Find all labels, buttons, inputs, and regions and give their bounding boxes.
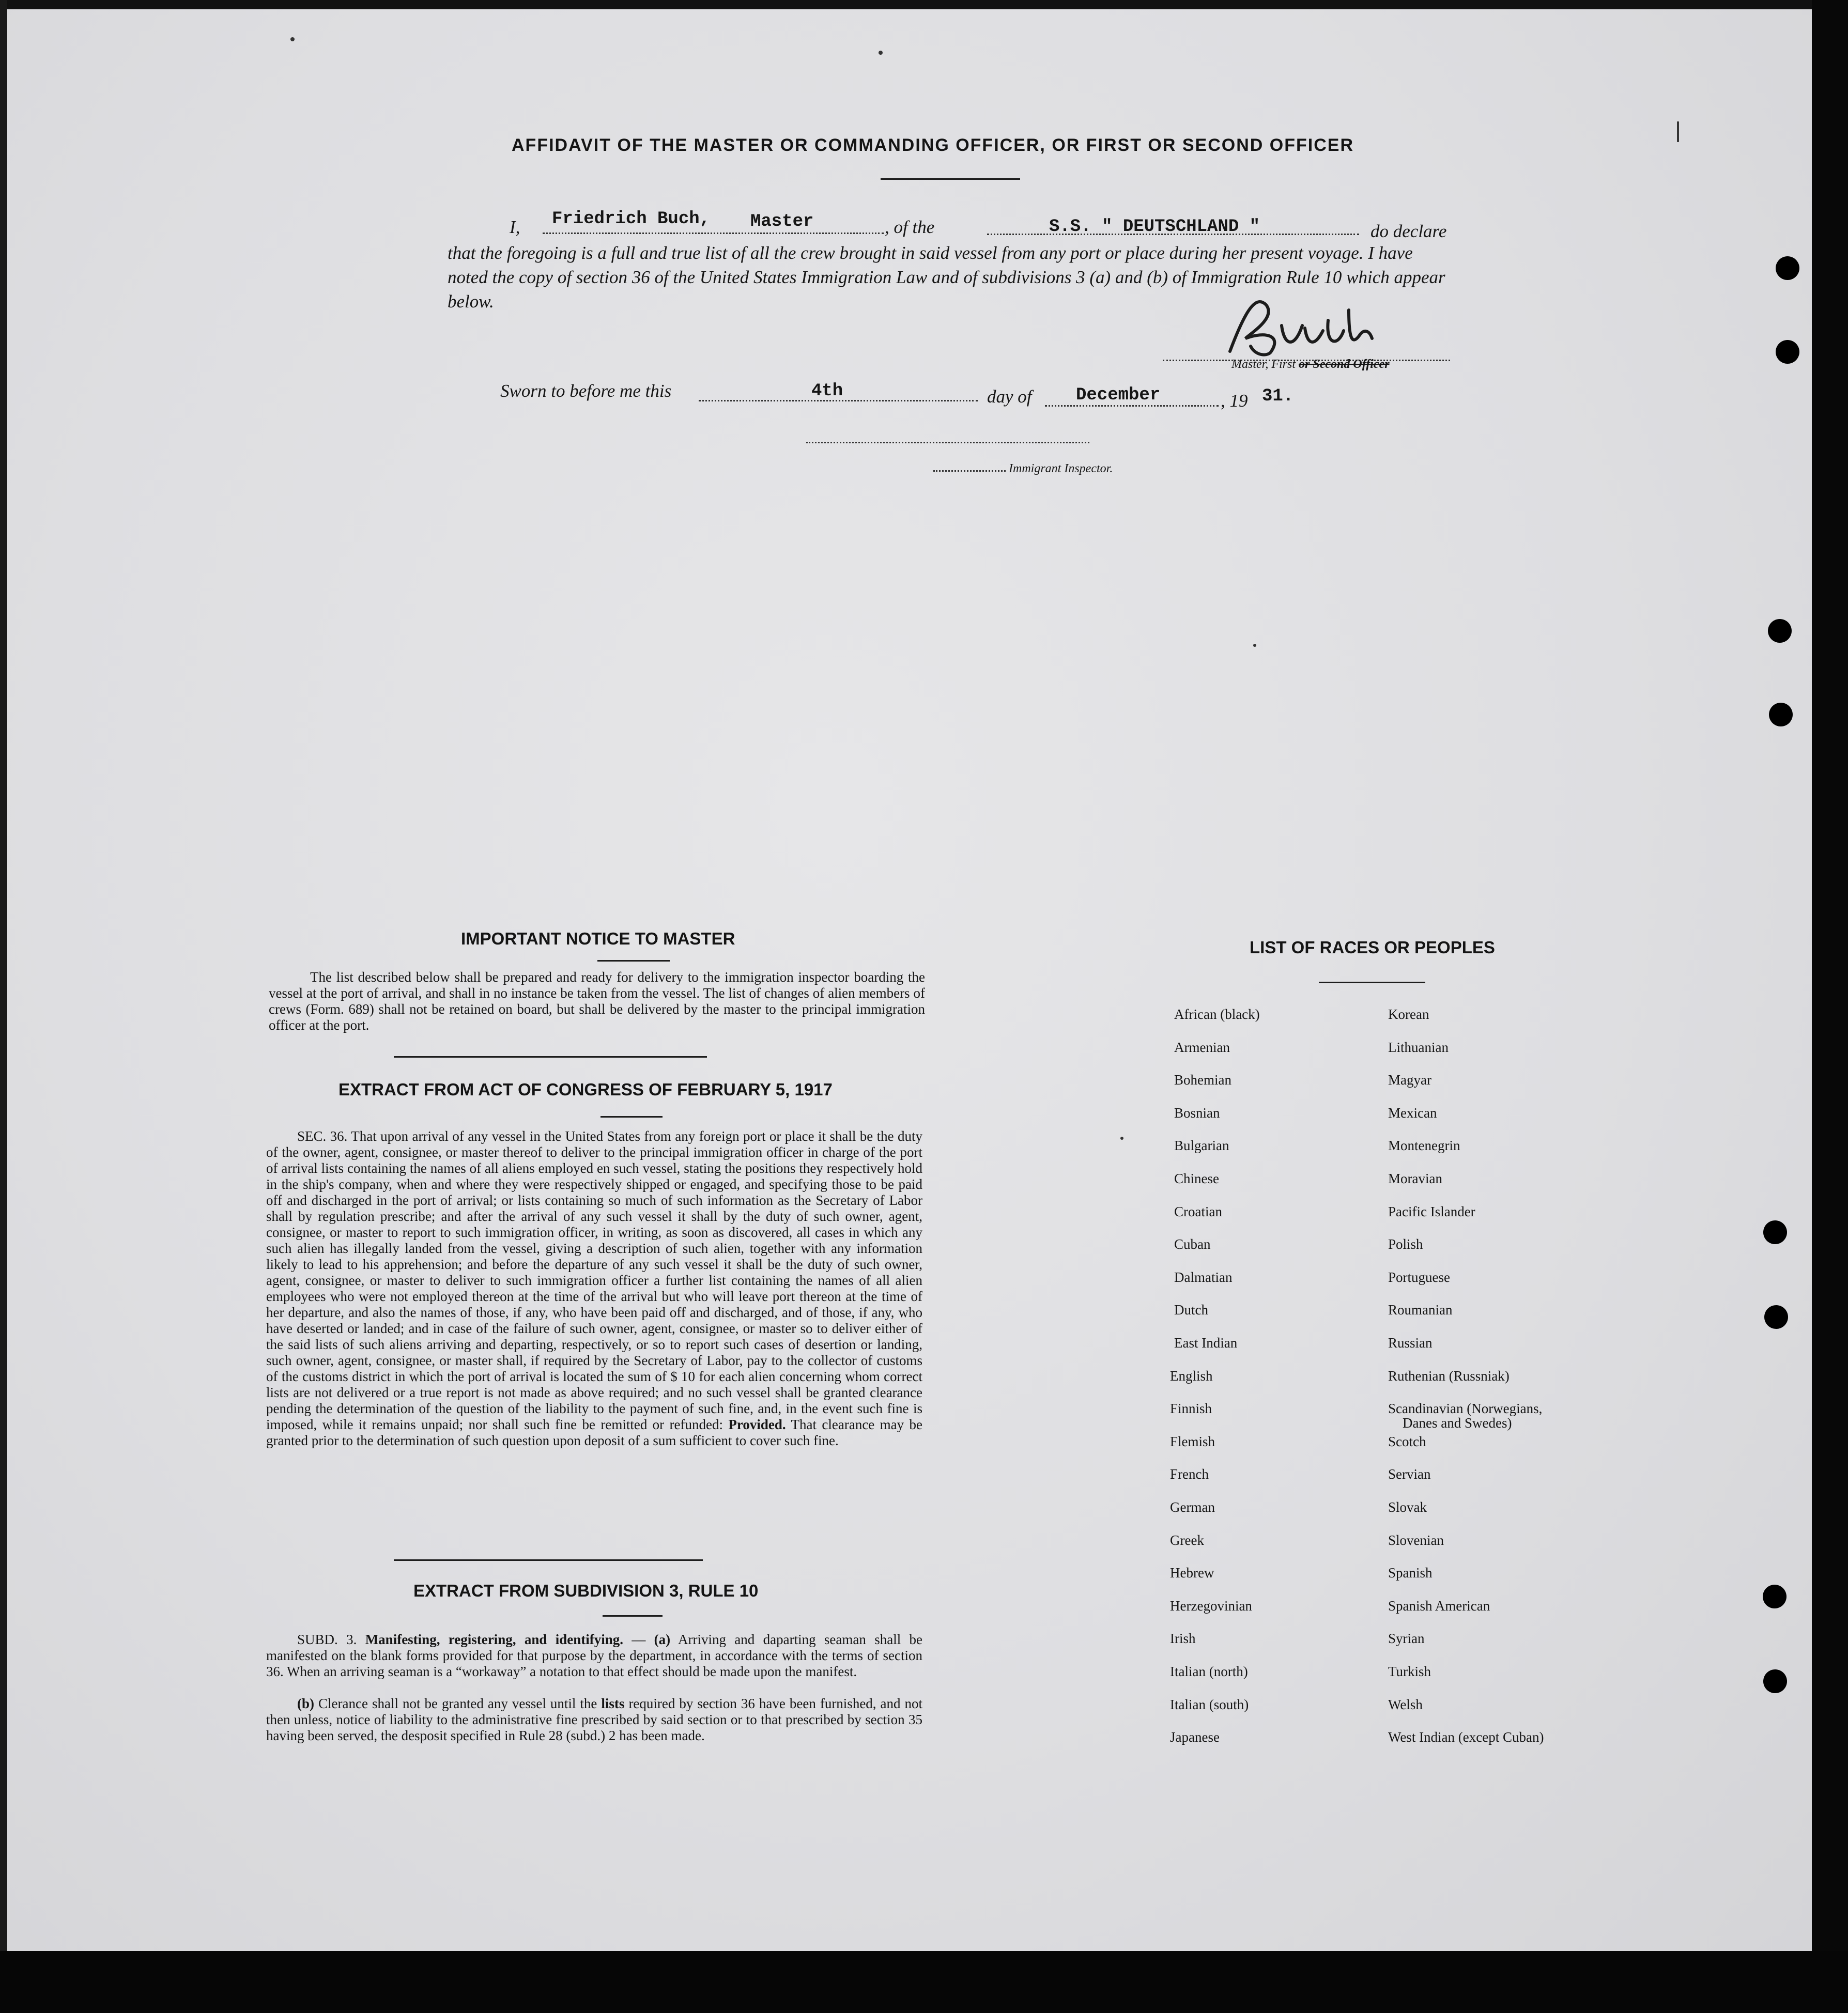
subd-dash: — [632,1632,654,1647]
race-item: West Indian (except Cuban) [1388,1729,1544,1745]
scan-speck [879,51,883,55]
race-item: English [1170,1368,1213,1384]
race-item: Pacific Islander [1388,1204,1475,1219]
act-text-body: SEC. 36. That upon arrival of any vessel in the United States from any foreign port or place it shall be the duty of the owner, agent, consignee, or master thereof to deliver to the principal immigration officer in charge of the port of arrival lists containing the names of all aliens employed en such vessel, stating the positions they respectively hold in the ship's company, when and where they were respectively shipped or engaged, and specifying those to be paid off and discharged in the port of arrival; or lists containing so much of such information as the Secretary of Labor shall by regulation prescribe; and after the arrival of any such vessel it shall by the duty of such owner, agent, consignee, or master to report to such immigration officer, in writing, as soon as discovered, all cases in which any such alien has illegally landed from the vessel, giving a description of such alien, together with any information likely to lead to his apprehension; and before the departure of any such vessel it shall be the duty of such owner, agent, consignee, or master to deliver to such immigration officer a further list containing the names of all alien employees who were not employed thereon at the time of the arrival but who will leave port thereon at the time of her departure, and also the names of those, if any, who have been paid off and discharged, and of those, if any, who have deserted or landed; and in case of the failure of such owner, agent, consignee, or master so to deliver either of the said lists of such aliens arriving and departing, respectively, or so to report such cases of desertion or landing, such owner, agent, consignee, or master shall, if required by the Secretary of Labor, pay to the collector of customs of the customs district in which the port of arrival is located the sum of $ 10 for each alien concerning whom correct lists are not delivered or a true report is not made as above required; and no such vessel shall be granted clearance pending the determination of the question of the liability to the payment of such fine, and, in the event such fine is imposed, while it remains unpaid; nor shall such fine be remitted or refunded: [266,1128,922,1432]
inspector-label: Immigrant Inspector. [1009,462,1113,475]
race-item: Russian [1388,1335,1433,1351]
notice-rule [597,960,670,962]
race-item: Hebrew [1170,1565,1214,1581]
race-item: Moravian [1388,1171,1442,1186]
race-item: Spanish American [1388,1598,1490,1614]
race-item: Bohemian [1174,1072,1231,1088]
race-item: Ruthenian (Russniak) [1388,1368,1510,1384]
declaration-text: that the foregoing is a full and true list of all the crew brought in said vessel from any port or place during her present voyage. I have noted the copy of section 36 of the United States Immigration Law and of subdivisions 3 (a) and (b) of Immigration Rule 10 which appear below. [448,243,1445,312]
act-text [266,1128,922,1449]
affidavit-title: AFFIDAVIT OF THE MASTER OR COMMANDING OFFICER, OR FIRST OR SECOND OFFICER [512,135,1354,155]
race-item: Servian [1388,1466,1431,1482]
rank-value: Master [750,212,814,231]
race-item: Japanese [1170,1729,1220,1745]
race-item: Irish [1170,1631,1196,1646]
vessel-name-value: S.S. " DEUTSCHLAND " [1049,217,1260,237]
subd-b-text-2: required by section 36 have been furnished, and not then unless, notice of liability to the administrative fine prescribed by said section or to that prescribed by section 35 having been served, the desposit specified in Rule 28 (subd.) 2 has been made. [266,1696,923,1743]
title-rule [881,178,1020,180]
scan-bottom-edge [0,1951,1848,2013]
race-item: Dalmatian [1174,1269,1233,1285]
race-item: East Indian [1174,1335,1238,1351]
race-item: Italian (south) [1170,1697,1249,1712]
race-item: Magyar [1388,1072,1431,1088]
races-heading: LIST OF RACES OR PEOPLES [1250,938,1495,957]
race-item: Mexican [1388,1105,1437,1121]
inspector-name-line [933,470,1006,472]
race-item: German [1170,1499,1215,1515]
of-the-label: , of the [885,217,935,237]
scan-left-edge [0,0,7,2013]
notice-text: The list described below shall be prepared and ready for delivery to the immigration inspector boarding the vessel at the port of arrival, and shall in no instance be taken from the vessel. The list of changes of alien members of crews (Form. 689) shall not be retained on board, but shall be delivered by the master to the principal immigration officer at the port. [269,969,925,1033]
year-prefix: , 19 [1221,391,1248,411]
act-proviso-text: That clearance may be granted prior to the determination of such question upon deposit of a sum sufficient to cover such fine. [266,1417,923,1448]
section-divider [394,1559,703,1561]
scan-speck [1677,121,1679,142]
punch-hole [1763,1220,1787,1244]
rule-heading: EXTRACT FROM SUBDIVISION 3, RULE 10 [413,1581,759,1600]
year-value: 31. [1262,386,1294,406]
signer-caption-start: Master, First [1231,358,1296,371]
race-item: African (black) [1174,1007,1260,1022]
race-item: Turkish [1388,1664,1431,1679]
races-rule [1319,982,1425,983]
race-item: Polish [1388,1236,1423,1252]
section-divider [394,1056,707,1058]
race-item: Slovenian [1388,1532,1444,1548]
punch-hole [1764,1305,1788,1329]
race-item: Cuban [1174,1236,1211,1252]
subd-prefix: SUBD. 3. [297,1632,357,1647]
subd-a-text: Arriving and daparting seaman shall be manifested on the blank forms provided for that purpose by the department, in accordance with the terms of section 36. When an arriving seaman is a “workaway” a notation to that effect should be made upon the manifest. [266,1632,923,1679]
race-item: Dutch [1174,1302,1208,1318]
sworn-label: Sworn to before me this [500,381,672,401]
race-item: Lithuanian [1388,1040,1449,1055]
race-item: Croatian [1174,1204,1222,1219]
scan-speck [290,37,295,41]
punch-hole [1763,1585,1787,1608]
race-item: Welsh [1388,1697,1423,1712]
inspector-signature-line [806,442,1089,443]
race-item: Bulgarian [1174,1138,1229,1153]
rule-paragraph-b [266,1696,922,1744]
race-item: Syrian [1388,1631,1425,1646]
subd-b-bold: lists [601,1696,625,1711]
race-item: Montenegrin [1388,1138,1460,1153]
act-proviso-bold: Provided. [728,1417,786,1432]
subd-b-label: (b) [297,1696,314,1711]
race-item: Flemish [1170,1434,1215,1449]
punch-hole [1776,340,1799,364]
punch-hole [1763,1669,1787,1693]
day-value: 4th [811,381,843,401]
race-item: Scandinavian (Norwegians, [1388,1401,1543,1416]
scan-top-edge [0,0,1848,9]
notice-heading: IMPORTANT NOTICE TO MASTER [461,929,735,948]
race-item: Scotch [1388,1434,1426,1449]
race-item: French [1170,1466,1209,1482]
month-value: December [1076,385,1161,405]
i-label: I, [510,217,520,237]
rule-paragraph-a [266,1632,922,1680]
master-name-value: Friedrich Buch, [552,209,711,229]
do-declare-label: do declare [1370,221,1447,241]
race-item: Finnish [1170,1401,1212,1416]
day-of-label: day of [987,386,1032,407]
race-item: Italian (north) [1170,1664,1248,1679]
race-item: Slovak [1388,1499,1427,1515]
signer-caption-struck: or Second Officer [1299,358,1390,371]
punch-hole [1776,256,1799,280]
race-item: Korean [1388,1007,1429,1022]
race-item: Chinese [1174,1171,1219,1186]
act-heading: EXTRACT FROM ACT OF CONGRESS OF FEBRUARY 5, 1917 [338,1080,833,1099]
race-item: Herzegovinian [1170,1598,1252,1614]
act-rule [600,1116,663,1118]
race-item: Roumanian [1388,1302,1453,1318]
scan-speck [1120,1137,1123,1140]
scan-speck [1253,644,1256,647]
scan-right-edge [1812,0,1848,2013]
race-item: Spanish [1388,1565,1433,1581]
subd-b-text-1: Clerance shall not be granted any vessel until the [318,1696,597,1711]
race-item: Greek [1170,1532,1204,1548]
master-signature [1220,289,1385,367]
month-line [1045,405,1219,407]
race-item: Portuguese [1388,1269,1450,1285]
punch-hole [1769,703,1793,726]
race-item: Bosnian [1174,1105,1220,1121]
subd-a-label: (a) [654,1632,671,1647]
rule-heading-rule [603,1615,663,1617]
race-item: Danes and Swedes) [1403,1415,1512,1431]
name-line [543,233,884,234]
subd-title: Manifesting, registering, and identifying. [365,1632,623,1647]
signer-caption [1231,358,1390,371]
punch-hole [1768,619,1792,643]
race-item: Armenian [1174,1040,1230,1055]
